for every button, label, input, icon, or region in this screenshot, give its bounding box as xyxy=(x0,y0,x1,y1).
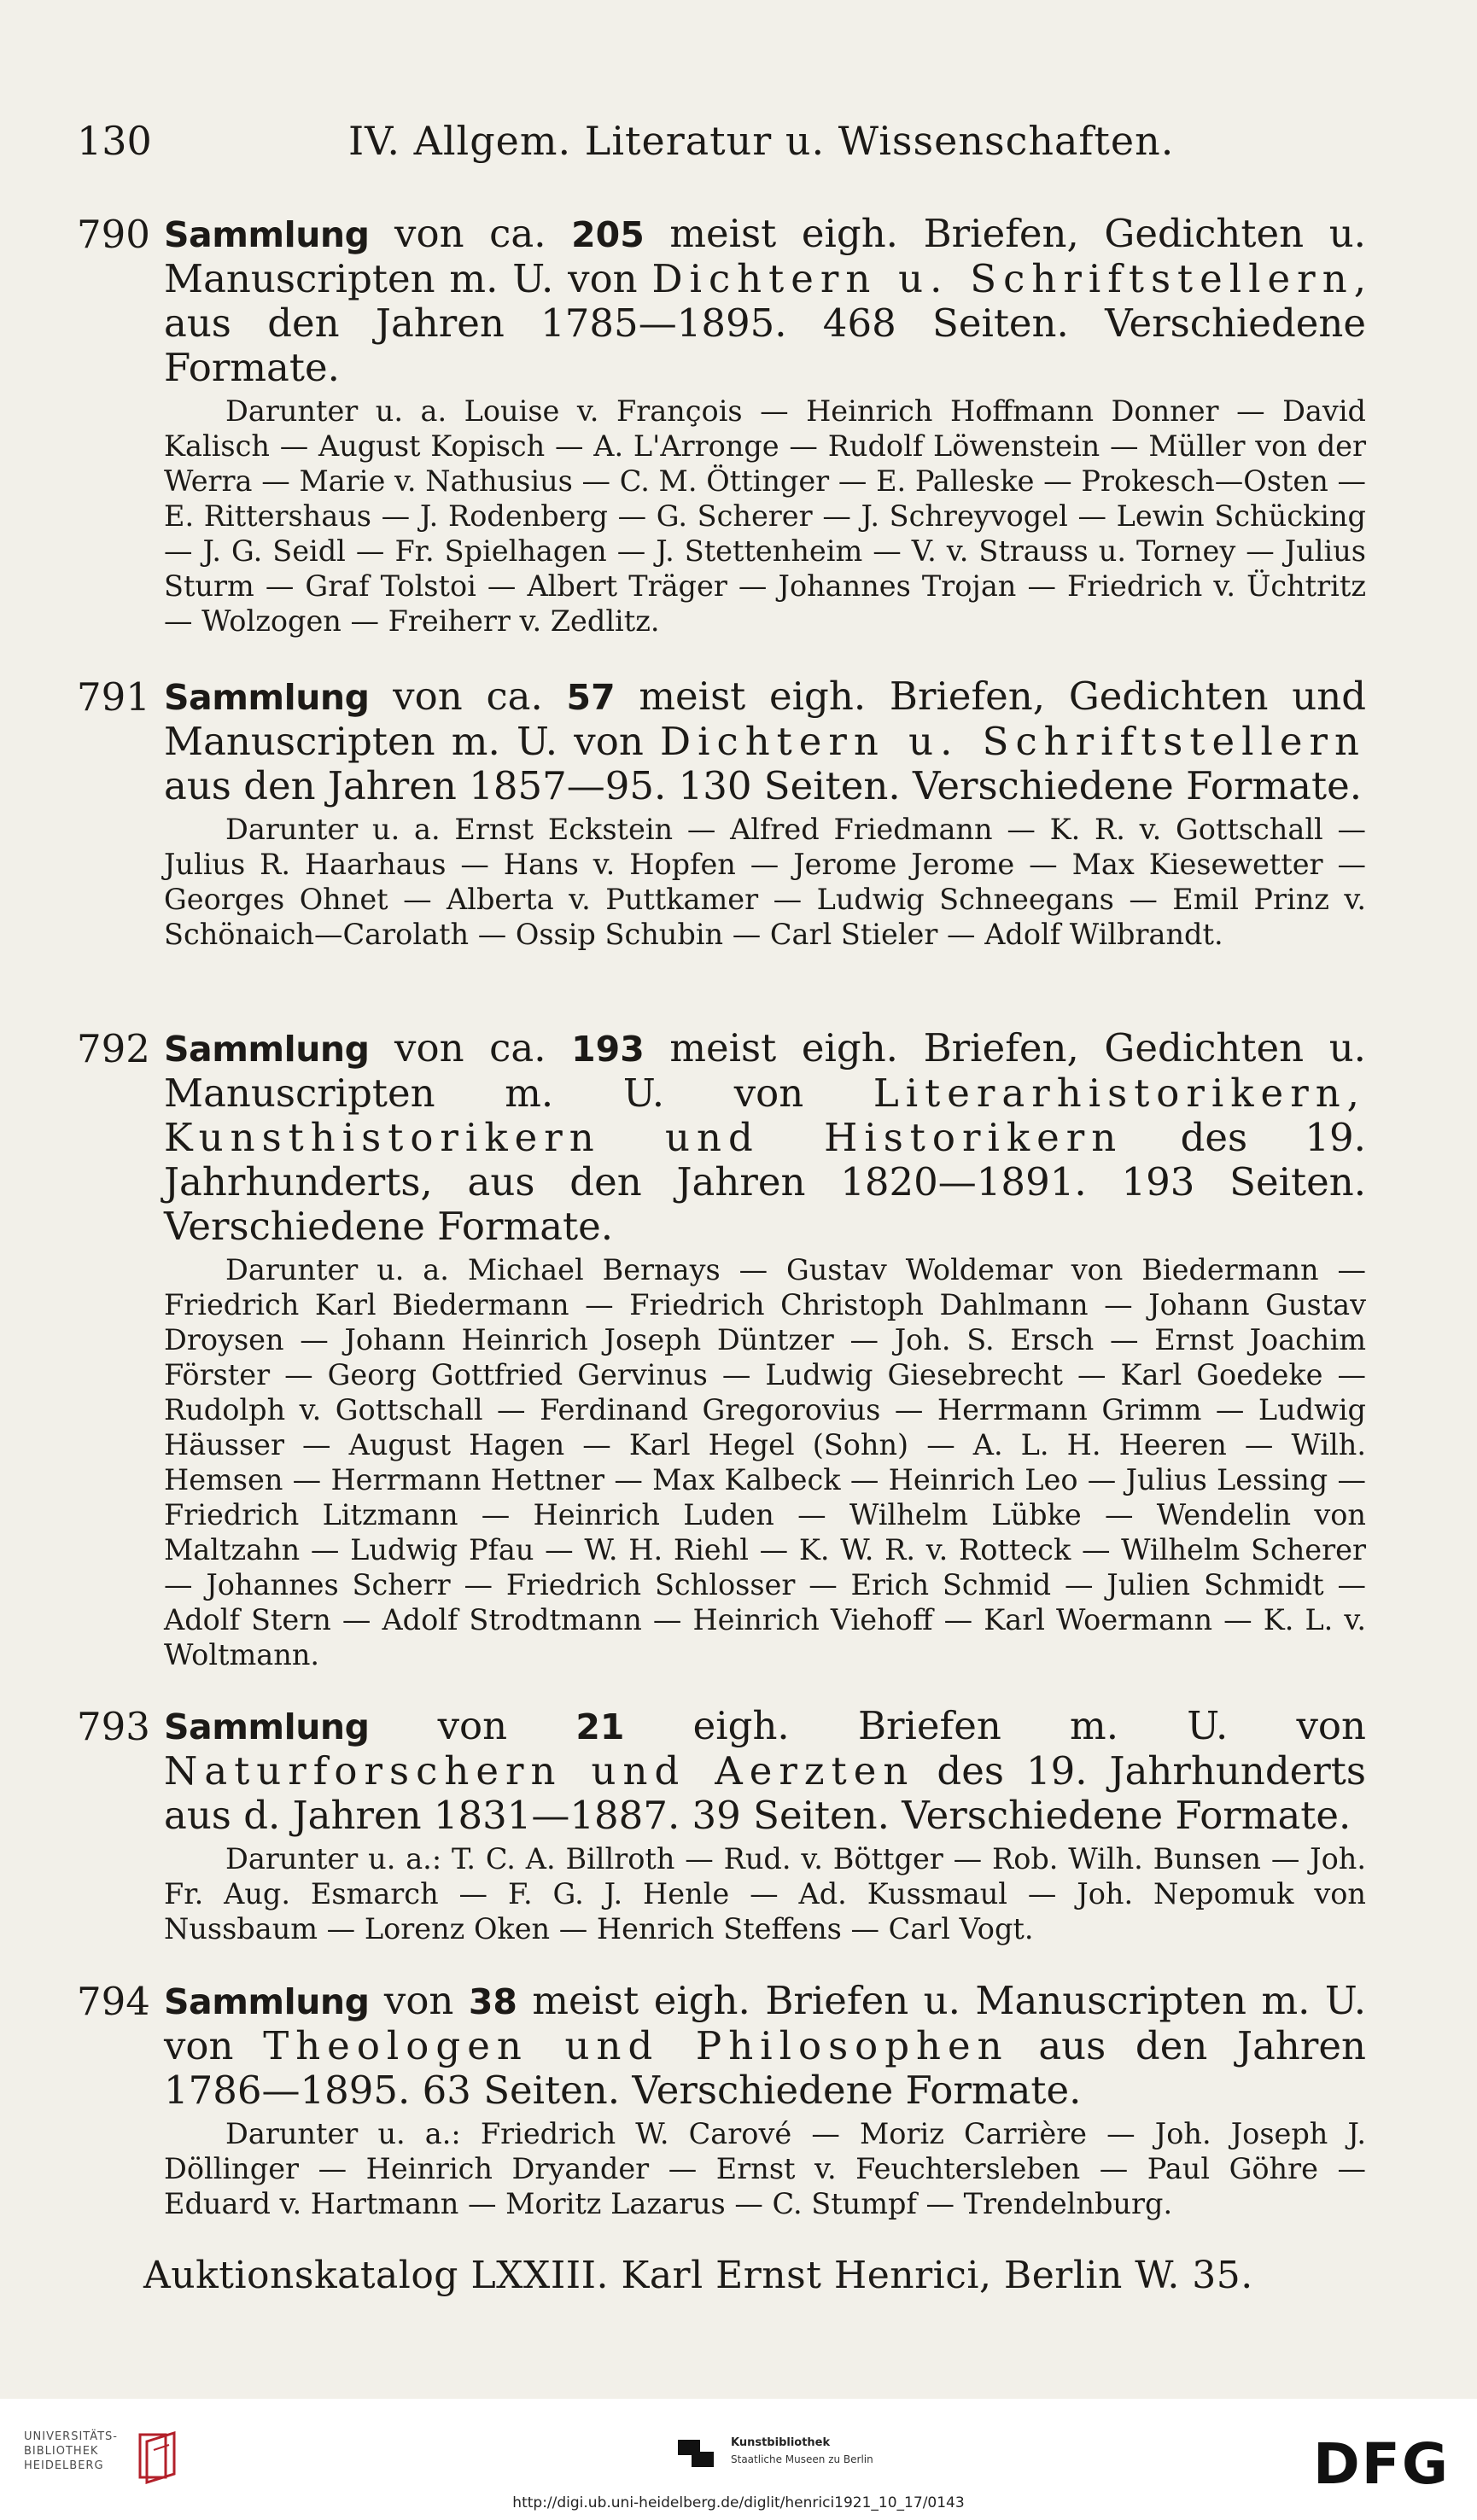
entry-text: , aus den Jahren 1785—1895. 468 Seiten. Verschiedene Formate. xyxy=(164,256,1366,390)
lot-number: 791 xyxy=(77,674,150,720)
page-header xyxy=(77,118,1375,172)
university-line: UNIVERSITÄTS- xyxy=(24,2430,118,2443)
lot-number: 790 xyxy=(77,212,150,257)
entry-keyword: Sammlung xyxy=(164,1981,370,2022)
names-text: Darunter u. a. Michael Bernays — Gustav Woldemar von Biedermann — Friedrich Karl Biedermann — Friedrich Christoph Dahlmann — Johann Gustav Droysen — Johann Heinrich Joseph Düntzer — Joh. S. Ersch — Ernst Joachim Förster — Georg Gottfried Gervinus — Ludwig Giesebrecht — Karl Goedeke — Rudolph v. Gottschall — Ferdinand Gregorovius — Herrmann Grimm — Ludwig Häusser — August Hagen — Karl Hegel (Sohn) — A. L. H. Heeren — Wilh. Hemsen — Herrmann Hettner — Max Kalbeck — Heinrich Leo — Julius Lessing — Friedrich Litzmann — Heinrich Luden — Wilhelm Lübke — Wendelin von Maltzahn — Ludwig Pfau — W. H. Riehl — K. W. R. v. Rotteck — Wilhelm Scherer — Johannes Scherr — Friedrich Schlosser — Erich Schmid — Julien Schmidt — Adolf Stern — Adolf Strodtmann — Heinrich Viehoff — Karl Woermann — K. L. v. Woltmann. xyxy=(164,1253,1366,1671)
entry-text: von ca. xyxy=(369,211,572,256)
letter-count: 193 xyxy=(571,1029,645,1070)
catalog-footer: Auktionskatalog LXXIII. Karl Ernst Henrici, Berlin W. 35. xyxy=(143,2254,1253,2297)
entry-heading xyxy=(164,674,1366,808)
entry-text: meist eigh. Briefen u. Manuscripten m. U. von xyxy=(164,1978,1366,2068)
names-list xyxy=(164,394,1366,639)
entry-keyword: Sammlung xyxy=(164,677,370,718)
letter-count: 57 xyxy=(566,677,616,718)
catalog-entry xyxy=(77,1704,1366,1946)
entry-text: meist eigh. Briefen, Gedichten und Manuscripten m. U. von xyxy=(164,674,1367,764)
lot-number: 792 xyxy=(77,1026,150,1071)
catalog-entry xyxy=(77,212,1366,639)
page-number: 130 xyxy=(77,118,152,164)
university-line: HEIDELBERG xyxy=(24,2459,104,2472)
names-list xyxy=(164,1841,1366,1946)
spaced-category: Dichtern u. Schriftstellern xyxy=(651,256,1354,301)
kunstbibliothek-title: Kunstbibliothek xyxy=(731,2436,831,2449)
entry-text: des 19. Jahrhunderts aus d. Jahren 1831—1887. 39 Seiten. Verschiedene Formate. xyxy=(164,1748,1366,1838)
kunstbibliothek-logo[interactable] xyxy=(674,2431,948,2482)
running-head: IV. Allgem. Literatur u. Wissenschaften. xyxy=(348,118,1175,164)
letter-count: 38 xyxy=(468,1981,517,2022)
entry-text: von xyxy=(369,1703,576,1748)
university-library-logo[interactable] xyxy=(24,2430,186,2489)
dfg-logo[interactable]: DFG xyxy=(1313,2431,1451,2497)
digitization-bar xyxy=(0,2399,1477,2520)
spaced-category: Theologen und Philosophen xyxy=(263,2023,1009,2068)
names-list xyxy=(164,1252,1366,1672)
university-seal-icon xyxy=(137,2431,181,2484)
entry-heading xyxy=(164,1704,1366,1838)
lot-number: 793 xyxy=(77,1704,150,1749)
kunstbibliothek-mark-icon xyxy=(674,2436,717,2470)
names-text: Darunter u. a. Ernst Eckstein — Alfred Friedmann — K. R. v. Gottschall — Julius R. Haarhaus — Hans v. Hopfen — Jerome Jerome — Max Kiesewetter — Georges Ohnet — Alberta v. Puttkamer — Ludwig Schneegans — Emil Prinz v. Schönaich—Carolath — Ossip Schubin — Carl Stieler — Adolf Wilbrandt. xyxy=(164,813,1366,951)
entry-text: aus den Jahren 1786—1895. 63 Seiten. Verschiedene Formate. xyxy=(164,2023,1366,2113)
names-list xyxy=(164,2116,1366,2221)
names-list xyxy=(164,812,1366,952)
entry-keyword: Sammlung xyxy=(164,1029,370,1070)
entry-heading xyxy=(164,212,1366,390)
entry-text: meist eigh. Briefen, Gedichten u. Manuscripten m. U. von xyxy=(164,1025,1366,1116)
kunstbibliothek-subtitle: Staatliche Museen zu Berlin xyxy=(731,2453,873,2465)
entry-text: des 19. Jahrhunderts, aus den Jahren 1820—1891. 193 Seiten. Verschiedene Formate. xyxy=(164,1115,1366,1249)
lot-number: 794 xyxy=(77,1979,150,2024)
spaced-category: Dichtern u. Schriftstellern xyxy=(660,719,1366,764)
entry-text: von ca. xyxy=(369,1025,572,1070)
names-text: Darunter u. a.: Friedrich W. Carové — Moriz Carrière — Joh. Joseph J. Döllinger — Heinrich Dryander — Ernst v. Feuchtersleben — Paul Göhre — Eduard v. Hartmann — Moritz Lazarus — C. Stumpf — Trendelnburg. xyxy=(164,2117,1366,2220)
entry-text: meist eigh. Briefen, Gedichten u. Manuscripten m. U. von xyxy=(164,211,1366,301)
entry-text: eigh. Briefen m. U. von xyxy=(624,1703,1367,1748)
spaced-category: Literarhistorikern, Kunsthistorikern und Historikern xyxy=(164,1070,1366,1160)
catalog-entry xyxy=(77,1979,1366,2221)
entry-keyword: Sammlung xyxy=(164,214,370,255)
names-text: Darunter u. a.: T. C. A. Billroth — Rud. v. Böttger — Rob. Wilh. Bunsen — Joh. Fr. Aug. Esmarch — F. G. J. Henle — Ad. Kussmaul — Joh. Nepomuk von Nussbaum — Lorenz Oken — Henrich Steffens — Carl Vogt. xyxy=(164,1842,1366,1945)
names-text: Darunter u. a. Louise v. François — Heinrich Hoffmann Donner — David Kalisch — August Kopisch — A. L'Arronge — Rudolf Löwenstein — Müller von der Werra — Marie v. Nathusius — C. M. Öttinger — E. Palleske — Prokesch—Osten — E. Rittershaus — J. Rodenberg — G. Scherer — J. Schreyvogel — Lewin Schücking — J. G. Seidl — Fr. Spielhagen — J. Stettenheim — V. v. Strauss u. Torney — Julius Sturm — Graf Tolstoi — Albert Träger — Johannes Trojan — Friedrich v. Üchtritz — Wolzogen — Freiherr v. Zedlitz. xyxy=(164,394,1366,638)
university-line: BIBLIOTHEK xyxy=(24,2445,99,2458)
entry-text: von xyxy=(369,1978,469,2023)
letter-count: 21 xyxy=(575,1706,625,1747)
entry-keyword: Sammlung xyxy=(164,1706,370,1747)
entry-heading xyxy=(164,1979,1366,2113)
letter-count: 205 xyxy=(571,214,645,255)
catalog-entry xyxy=(77,1026,1366,1672)
entry-heading xyxy=(164,1026,1366,1249)
entry-text: von ca. xyxy=(369,674,567,719)
university-library-text xyxy=(24,2430,118,2473)
catalog-entry xyxy=(77,674,1366,952)
spaced-category: Naturforschern und Aerzten xyxy=(164,1748,915,1794)
entry-text: aus den Jahren 1857—95. 130 Seiten. Verschiedene Formate. xyxy=(164,763,1362,808)
permalink-url[interactable]: http://digi.ub.uni-heidelberg.de/diglit/henrici1921_10_17/0143 xyxy=(512,2494,965,2511)
